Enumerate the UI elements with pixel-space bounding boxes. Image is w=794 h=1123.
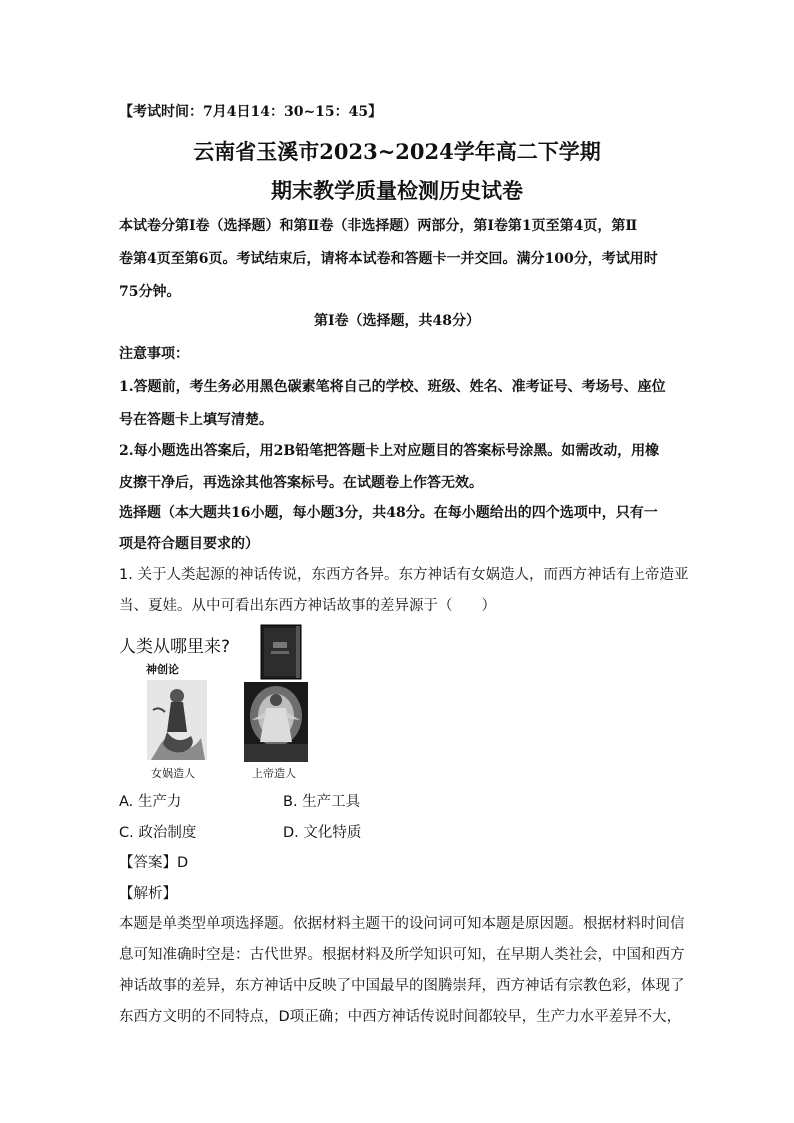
notice-title: 注意事项： — [119, 346, 189, 362]
figure-subtitle: 神创论 — [146, 663, 179, 676]
question-1-figure — [118, 622, 318, 782]
notice-item: 1.答题前，考生务必用黑色碳素笔将自己的学校、班级、姓名、准考证号、考场号、座位 — [119, 379, 666, 395]
answer: 【答案】D — [119, 855, 189, 871]
question-1-stem: 当、夏娃。从中可看出东西方神话故事的差异源于（ ） — [119, 598, 496, 614]
exam-title-line1: 云南省玉溪市2023~2024学年高二下学期 — [193, 139, 601, 164]
bible-book-image — [260, 624, 302, 680]
analysis-line: 东西方文明的不同特点，D项正确；中西方神话传说时间都较早，生产力水平差异不大， — [119, 1009, 682, 1025]
figure-question-text: 人类从哪里来? — [119, 637, 231, 657]
notice-item: 2.每小题选出答案后，用2B铅笔把答题卡上对应题目的答案标号涂黑。如需改动，用橡 — [119, 443, 660, 459]
caption-god: 上帝造人 — [252, 767, 296, 780]
question-1-stem: 1. 关于人类起源的神话传说，东西方各异。东方神话有女娲造人，而西方神话有上帝造亚 — [119, 567, 689, 583]
intro-line: 75分钟。 — [119, 284, 181, 300]
section-heading: 第Ⅰ卷（选择题，共48分） — [313, 313, 481, 329]
god-creation-image — [244, 682, 308, 762]
exam-time: 【考试时间：7月4日14：30~15：45】 — [119, 104, 383, 120]
analysis-title: 【解析】 — [119, 886, 177, 902]
caption-nuwa: 女娲造人 — [151, 767, 195, 780]
option-a: A. 生产力 — [119, 794, 182, 810]
intro-line: 本试卷分第Ⅰ卷（选择题）和第Ⅱ卷（非选择题）两部分，第Ⅰ卷第1页至第4页，第Ⅱ — [119, 218, 638, 234]
option-d: D. 文化特质 — [283, 825, 362, 841]
intro-line: 卷第4页至第6页。考试结束后，请将本试卷和答题卡一并交回。满分100分，考试用时 — [119, 251, 658, 267]
notice-item: 号在答题卡上填写清楚。 — [119, 412, 273, 428]
choice-intro: 项是符合题目要求的） — [119, 536, 259, 552]
analysis-line: 息可知准确时空是：古代世界。根据材料及所学知识可知，在早期人类社会，中国和西方 — [119, 947, 685, 963]
choice-intro: 选择题（本大题共16小题，每小题3分，共48分。在每小题给出的四个选项中，只有一 — [119, 505, 658, 521]
option-b: B. 生产工具 — [283, 794, 361, 810]
nuwa-image — [147, 680, 207, 760]
notice-item: 皮擦干净后，再选涂其他答案标号。在试题卷上作答无效。 — [119, 475, 483, 491]
analysis-line: 神话故事的差异，东方神话中反映了中国最早的图腾崇拜，西方神话有宗教色彩，体现了 — [119, 978, 685, 994]
exam-title-line2: 期末教学质量检测历史试卷 — [271, 178, 523, 203]
analysis-line: 本题是单类型单项选择题。依据材料主题干的设问词可知本题是原因题。根据材料时间信 — [119, 916, 685, 932]
option-c: C. 政治制度 — [119, 825, 197, 841]
